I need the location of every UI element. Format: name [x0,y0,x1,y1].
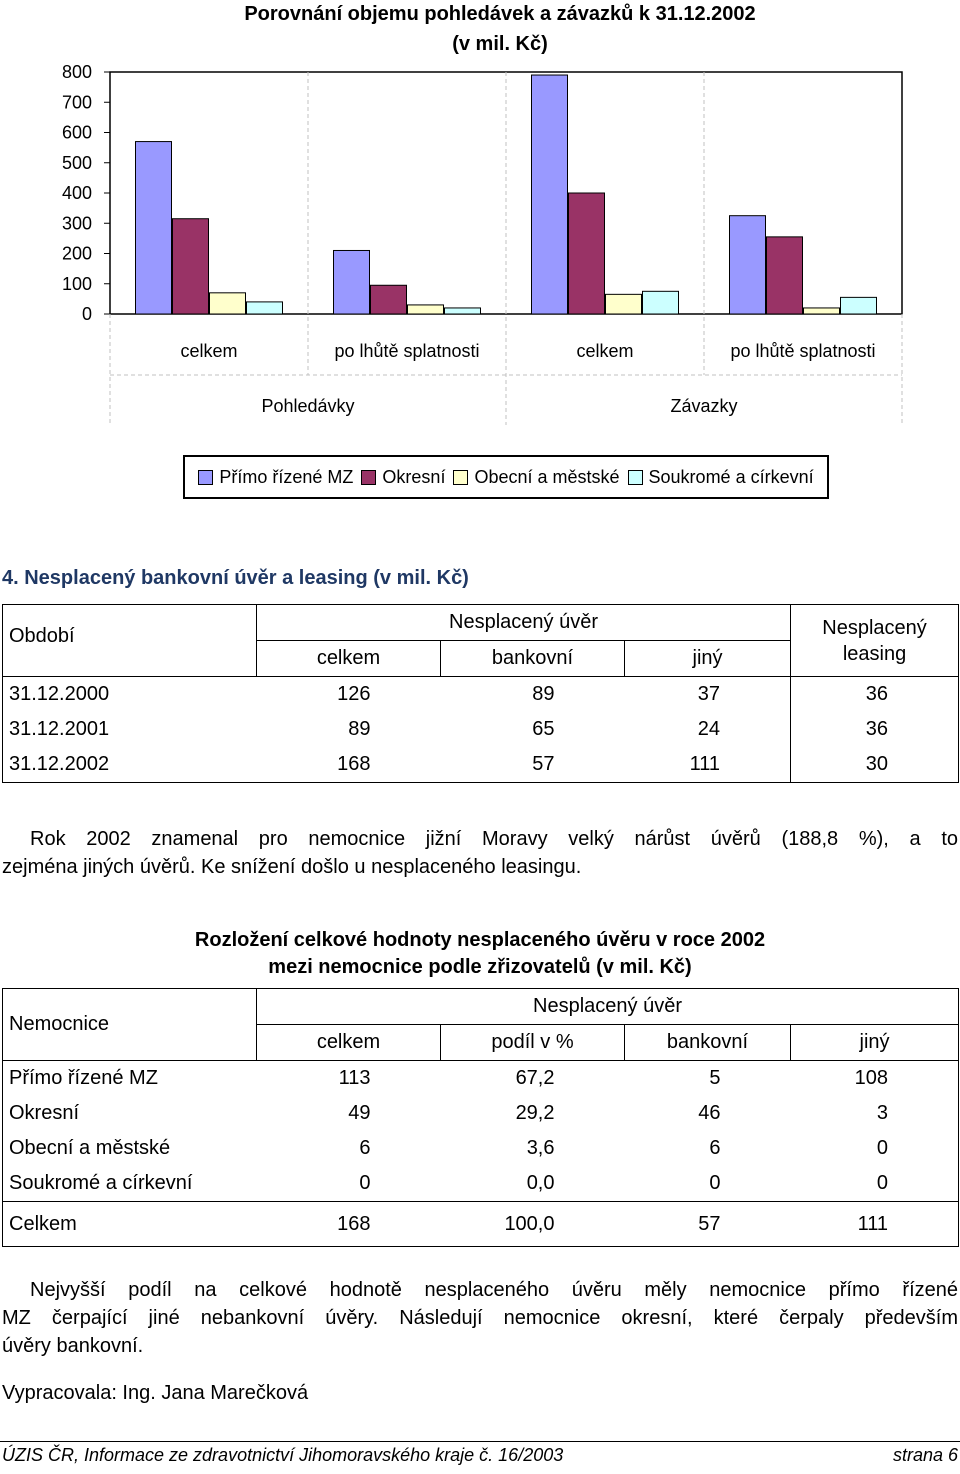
cell-leasing: 30 [865,753,889,775]
cell-bankovni: 57 [532,753,555,775]
cell-podil: 3,6 [526,1137,555,1159]
cell-period: 31.12.2001 [9,718,110,740]
table-total-row [3,1202,959,1247]
paragraph-2-line-3: úvěry bankovní. [2,1335,144,1357]
footer-page-number: strana 6 [892,1445,958,1465]
y-tick-label: 200 [61,243,92,264]
cell-celkem: 126 [337,683,371,705]
y-tick-label: 500 [61,152,92,173]
cell-podil: 0,0 [526,1172,555,1194]
cell-jiny: 37 [625,677,791,713]
col-header-leasing-line1: Nesplacený [822,616,927,639]
bar [569,193,605,314]
hospital-loan-table [2,988,959,1247]
bar [767,237,803,314]
cell-leasing: 36 [865,718,889,740]
table-row [3,1061,959,1097]
bar [841,297,877,314]
section-heading: 4. Nesplacený bankovní úvěr a leasing (v mil. Kč) [2,567,469,589]
chart-legend [183,455,829,499]
group-label: Pohledávky [261,396,355,416]
bar [730,216,766,314]
cell-celkem: 89 [348,718,371,740]
legend-swatch-okresni [361,470,376,485]
table-row [3,677,959,713]
table-row [3,747,959,783]
cell-bankovni: 65 [532,718,555,740]
cell-jiny: 0 [876,1172,889,1194]
cell-podil: 67,2 [515,1067,555,1089]
bar [334,250,370,314]
col-header-group: Nesplacený úvěr [257,605,791,641]
cell-jiny: 24 [625,712,791,747]
cell-celkem: 168 [257,1202,441,1247]
chart-subtitle: (v mil. Kč) [452,33,548,55]
col-header-celkem: celkem [257,1025,441,1061]
col-header-jiny: jiný [625,641,791,677]
legend-label: Okresní [382,466,446,487]
bar [136,142,172,314]
col-header-nemocnice: Nemocnice [3,989,257,1061]
cell-name: Přímo řízené MZ [9,1067,158,1089]
bar [408,305,444,314]
cell-bankovni: 6 [709,1137,721,1159]
legend-item [628,467,814,488]
legend-label: Přímo řízené MZ [219,466,354,487]
cell-jiny: 111 [625,747,791,783]
cell-name: Okresní [9,1102,80,1124]
cell-bankovni: 0 [709,1172,721,1194]
cell-jiny: 108 [854,1067,889,1089]
cell-bankovni: 46 [698,1102,721,1124]
loan-leasing-table [2,604,959,783]
bar-chart [0,0,960,440]
y-tick-label: 100 [61,273,92,294]
paragraph-1-line-1: Rok 2002 znamenal pro nemocnice jižní Moravy velký nárůst úvěrů (188,8 %), a to [30,828,958,850]
bar [371,285,407,314]
legend-swatch-soukrome [628,470,643,485]
cell-podil: 100,0 [441,1202,625,1247]
category-label: po lhůtě splatnosti [730,341,876,361]
col-header-bankovni: bankovní [625,1025,791,1061]
table-row [3,1166,959,1202]
bar [804,308,840,314]
footer-rule [0,1441,960,1442]
cell-celkem: 6 [359,1137,371,1159]
category-label: po lhůtě splatnosti [334,341,480,361]
legend-label: Soukromé a církevní [648,466,814,487]
cell-celkem: 0 [359,1172,371,1194]
group-label: Závazky [670,396,738,416]
cell-name: Soukromé a církevní [9,1172,193,1194]
cell-celkem: 168 [337,753,371,775]
legend-item [198,467,353,488]
cell-bankovni: 89 [532,683,555,705]
category-label: celkem [576,341,634,361]
col-header-jiny: jiný [791,1025,959,1061]
y-tick-label: 600 [61,122,92,143]
bar [173,219,209,314]
paragraph-2-line-1: Nejvyšší podíl na celkové hodnotě nesplaceného úvěru měly nemocnice přímo řízené [30,1279,958,1301]
bar [606,294,642,314]
cell-name: Celkem [3,1202,257,1247]
cell-bankovni: 57 [625,1202,791,1247]
cell-period: 31.12.2002 [9,753,110,775]
table-row [3,1096,959,1131]
y-tick-label: 800 [61,62,92,82]
bar [210,293,246,314]
y-tick-label: 400 [61,183,92,203]
legend-item [453,467,619,488]
legend-swatch-obecni [453,470,468,485]
author-line: Vypracovala: Ing. Jana Marečková [2,1382,309,1404]
paragraph-2-line-2: MZ čerpající jiné nebankovní úvěry. Následují nemocnice okresní, které čerpaly především [2,1307,958,1329]
cell-jiny: 3 [876,1102,889,1124]
table-row [3,712,959,747]
cell-podil: 29,2 [515,1102,555,1124]
bar [643,291,679,314]
table2-title [120,927,840,981]
chart-title: Porovnání objemu pohledávek a závazků k 31.12.2002 [244,3,756,25]
cell-leasing: 36 [865,683,889,705]
legend-label: Obecní a městské [474,466,620,487]
page-footer [2,1445,958,1466]
bar [247,302,283,314]
col-header-period: Období [3,605,257,677]
cell-period: 31.12.2000 [9,683,110,705]
paragraph-1-line-2: zejména jiných úvěrů. Ke snížení došlo u nesplaceného leasingu. [2,856,582,878]
legend-item [361,467,445,488]
bar [445,308,481,314]
y-tick-label: 700 [61,92,92,113]
col-header-leasing [791,605,959,677]
legend-swatch-primo [198,470,213,485]
cell-jiny: 111 [791,1202,959,1247]
col-header-podil: podíl v % [441,1025,625,1061]
cell-celkem: 113 [338,1067,371,1089]
cell-bankovni: 5 [709,1067,721,1089]
col-header-bankovni: bankovní [441,641,625,677]
col-header-celkem: celkem [257,641,441,677]
col-header-group: Nesplacený úvěr [257,989,959,1025]
table2-title-line2: mezi nemocnice podle zřizovatelů (v mil. Kč) [268,956,692,978]
table-row [3,1131,959,1166]
cell-jiny: 0 [876,1137,889,1159]
y-tick-label: 300 [61,213,92,234]
cell-name: Obecní a městské [9,1137,171,1159]
table2-title-line1: Rozložení celkové hodnoty nesplaceného úvěru v roce 2002 [194,929,766,951]
cell-celkem: 49 [348,1102,371,1124]
bar [532,75,568,314]
col-header-leasing-line2: leasing [842,642,907,665]
y-tick-label: 0 [81,304,92,324]
footer-publication: ÚZIS ČR, Informace ze zdravotnictví Jihomoravského kraje č. 16/2003 [2,1445,564,1465]
category-label: celkem [180,341,238,361]
